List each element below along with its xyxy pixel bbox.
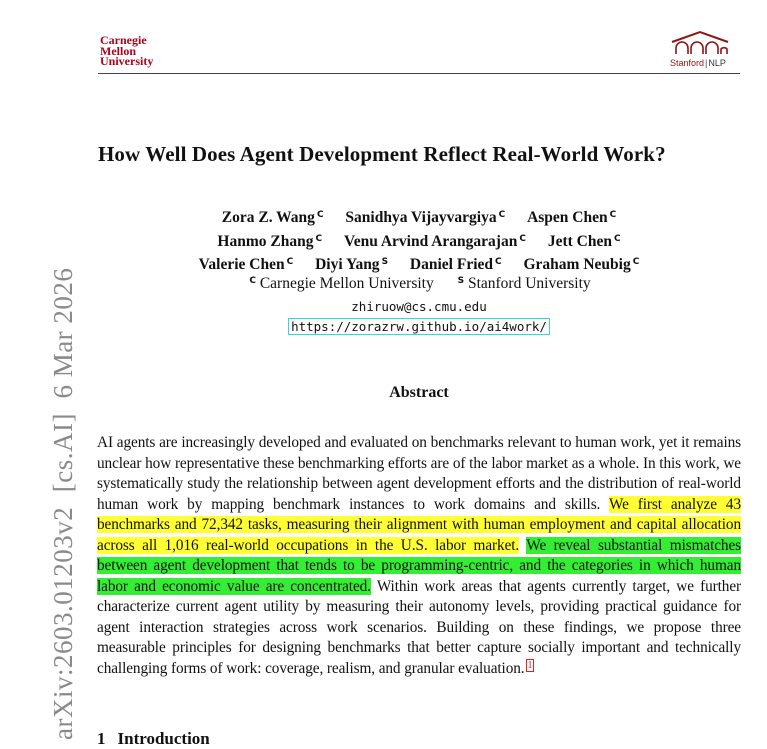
author-row xyxy=(98,252,740,276)
author: Daniel Fried $^C$ xyxy=(409,256,502,273)
affiliation: $^S$ Stanford University xyxy=(457,275,591,292)
stanford-nlp-logo: Stanford|NLP xyxy=(666,30,736,72)
arxiv-stamp: arXiv:2603.01203v2 [cs.AI] 6 Mar 2026 xyxy=(48,267,78,740)
author: Jett Chen $^C$ xyxy=(547,232,621,250)
abstract-text: AI agents are increasingly developed and evaluated on benchmarks relevant to human work, yet it remains unclear how representative these benchmarking efforts are of the labor market as a whole. In this work, we systematically study the relationship between agent development efforts and the distribution of real-world human work by mapping benchmark instances to work domains and skills. xyxy=(97,434,741,513)
stanford-arches-icon xyxy=(670,30,730,56)
abstract-body xyxy=(97,433,741,679)
header-rule xyxy=(98,73,740,74)
stanford-logo-left: Stanford xyxy=(670,58,705,68)
paper-title: How Well Does Agent Development Reflect Real-World Work? xyxy=(98,142,666,166)
section-heading xyxy=(97,729,210,749)
abstract-heading: Abstract xyxy=(389,384,449,401)
author: Sanidhya Vijayvargiya $^C$ xyxy=(345,209,506,226)
affiliations xyxy=(98,275,740,293)
stanford-logo-right: NLP xyxy=(708,58,726,68)
author-row xyxy=(98,205,740,229)
footnote-link[interactable]: 1 xyxy=(527,659,533,671)
abstract-text: Within work areas that agents currently target, we further characterize current agent utility by measuring their autonomy levels, providing practical guidance for agent interaction strategies across work scenarios. Building on these findings, we propose three measurable principles for designing benchmarks that better capture socially important and technically challenging forms of work: coverage, realism, and granular evaluation. xyxy=(97,577,741,677)
contact-email[interactable]: zhiruow@cs.cmu.edu xyxy=(351,299,487,314)
project-url-link[interactable]: https://zorazrw.github.io/ai4work/ xyxy=(288,318,550,335)
green-highlight[interactable]: We reveal substantial mismatches between agent development that tends to be programming-centric, and the categories in which human labor and economic value are concentrated. xyxy=(97,536,741,595)
author: Aspen Chen $^C$ xyxy=(527,209,617,226)
author: Zora Z. Wang $^C$ xyxy=(221,209,324,226)
author-list xyxy=(98,205,740,276)
section-title: Introduction xyxy=(117,729,210,748)
author: Venu Arvind Arangarajan $^C$ xyxy=(343,232,526,250)
section-number: 1 xyxy=(97,729,106,748)
author: Hanmo Zhang $^C$ xyxy=(217,232,323,250)
yellow-highlight[interactable]: We first analyze 43 benchmarks and 72,342 tasks, measuring their alignment with human employment and capital allocation across all 1,016 real-world occupations in the U.S. labor market. xyxy=(97,495,742,554)
author: Diyi Yang $^S$ xyxy=(315,256,389,273)
author: Valerie Chen $^C$ xyxy=(198,256,294,273)
author-row xyxy=(98,229,740,253)
author: Graham Neubig $^C$ xyxy=(523,256,640,273)
affiliation: $^C$ Carnegie Mellon University xyxy=(249,275,434,292)
cmu-logo: Carnegie Mellon University xyxy=(100,33,154,68)
